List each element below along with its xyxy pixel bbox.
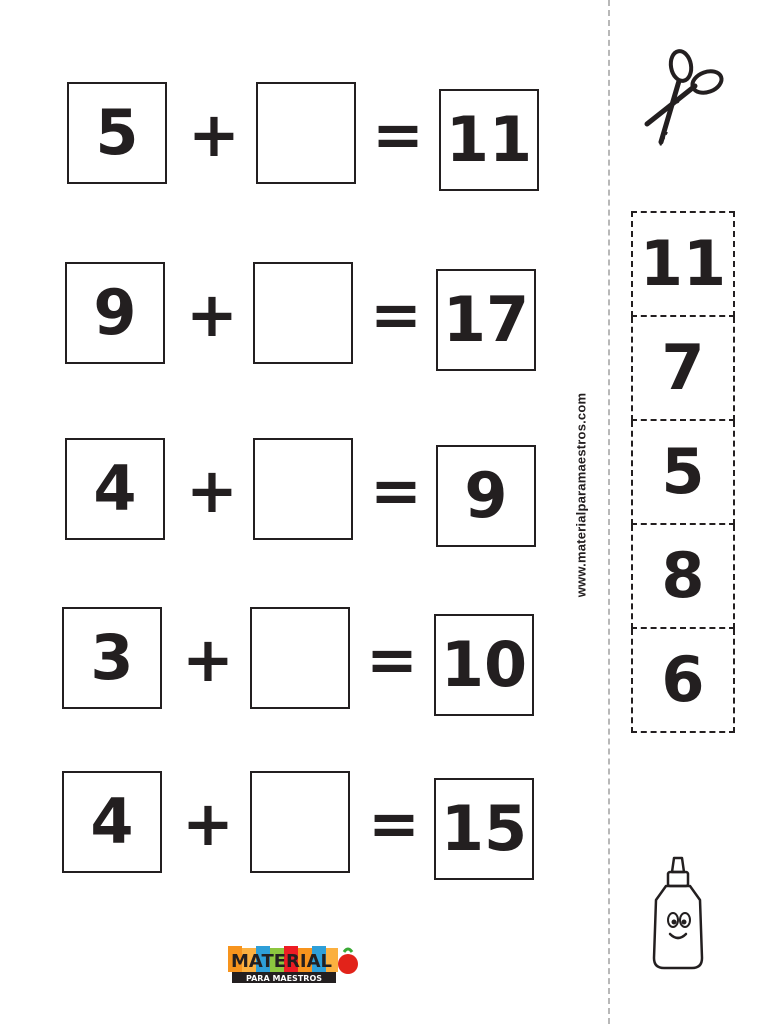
equation-row-3: [0, 438, 600, 558]
cutout-card[interactable]: 11: [631, 211, 735, 317]
answer-box[interactable]: [256, 82, 356, 184]
sum-box: 17: [436, 269, 536, 371]
plus-sign: +: [188, 98, 240, 171]
plus-sign: +: [182, 623, 234, 696]
plus-sign: +: [186, 278, 238, 351]
material-para-maestros-logo: [226, 942, 362, 984]
cutout-card[interactable]: 7: [631, 317, 735, 421]
equals-sign: =: [372, 98, 424, 171]
plus-sign: +: [186, 454, 238, 527]
equation-row-2: [0, 262, 600, 382]
sum-box: 9: [436, 445, 536, 547]
addend-box: 4: [62, 771, 162, 873]
equals-sign: =: [370, 278, 422, 351]
answer-box[interactable]: [253, 262, 353, 364]
equals-sign: =: [366, 623, 418, 696]
equals-sign: =: [368, 787, 420, 860]
cutout-card[interactable]: 8: [631, 525, 735, 629]
answer-box[interactable]: [250, 771, 350, 873]
glue-bottle-icon: [646, 856, 710, 972]
logo-line1: MATERIAL: [231, 951, 332, 972]
cutout-card[interactable]: 6: [631, 629, 735, 733]
addend-box: 3: [62, 607, 162, 709]
cutout-card[interactable]: 5: [631, 421, 735, 525]
cut-line: [608, 0, 610, 1024]
sum-box: 11: [439, 89, 539, 191]
logo-line2: PARA MAESTROS: [245, 974, 323, 983]
equals-sign: =: [370, 454, 422, 527]
equation-row-5: [0, 771, 600, 891]
answer-box[interactable]: [253, 438, 353, 540]
plus-sign: +: [182, 787, 234, 860]
sum-box: 15: [434, 778, 534, 880]
addend-box: 4: [65, 438, 165, 540]
equation-row-1: [0, 82, 600, 202]
scissors-icon: [641, 46, 727, 150]
equation-row-4: [0, 607, 600, 727]
addend-box: 5: [67, 82, 167, 184]
cutout-cards: [631, 211, 735, 733]
addend-box: 9: [65, 262, 165, 364]
sum-box: 10: [434, 614, 534, 716]
answer-box[interactable]: [250, 607, 350, 709]
website-url: www.materialparamaestros.com: [573, 392, 589, 598]
